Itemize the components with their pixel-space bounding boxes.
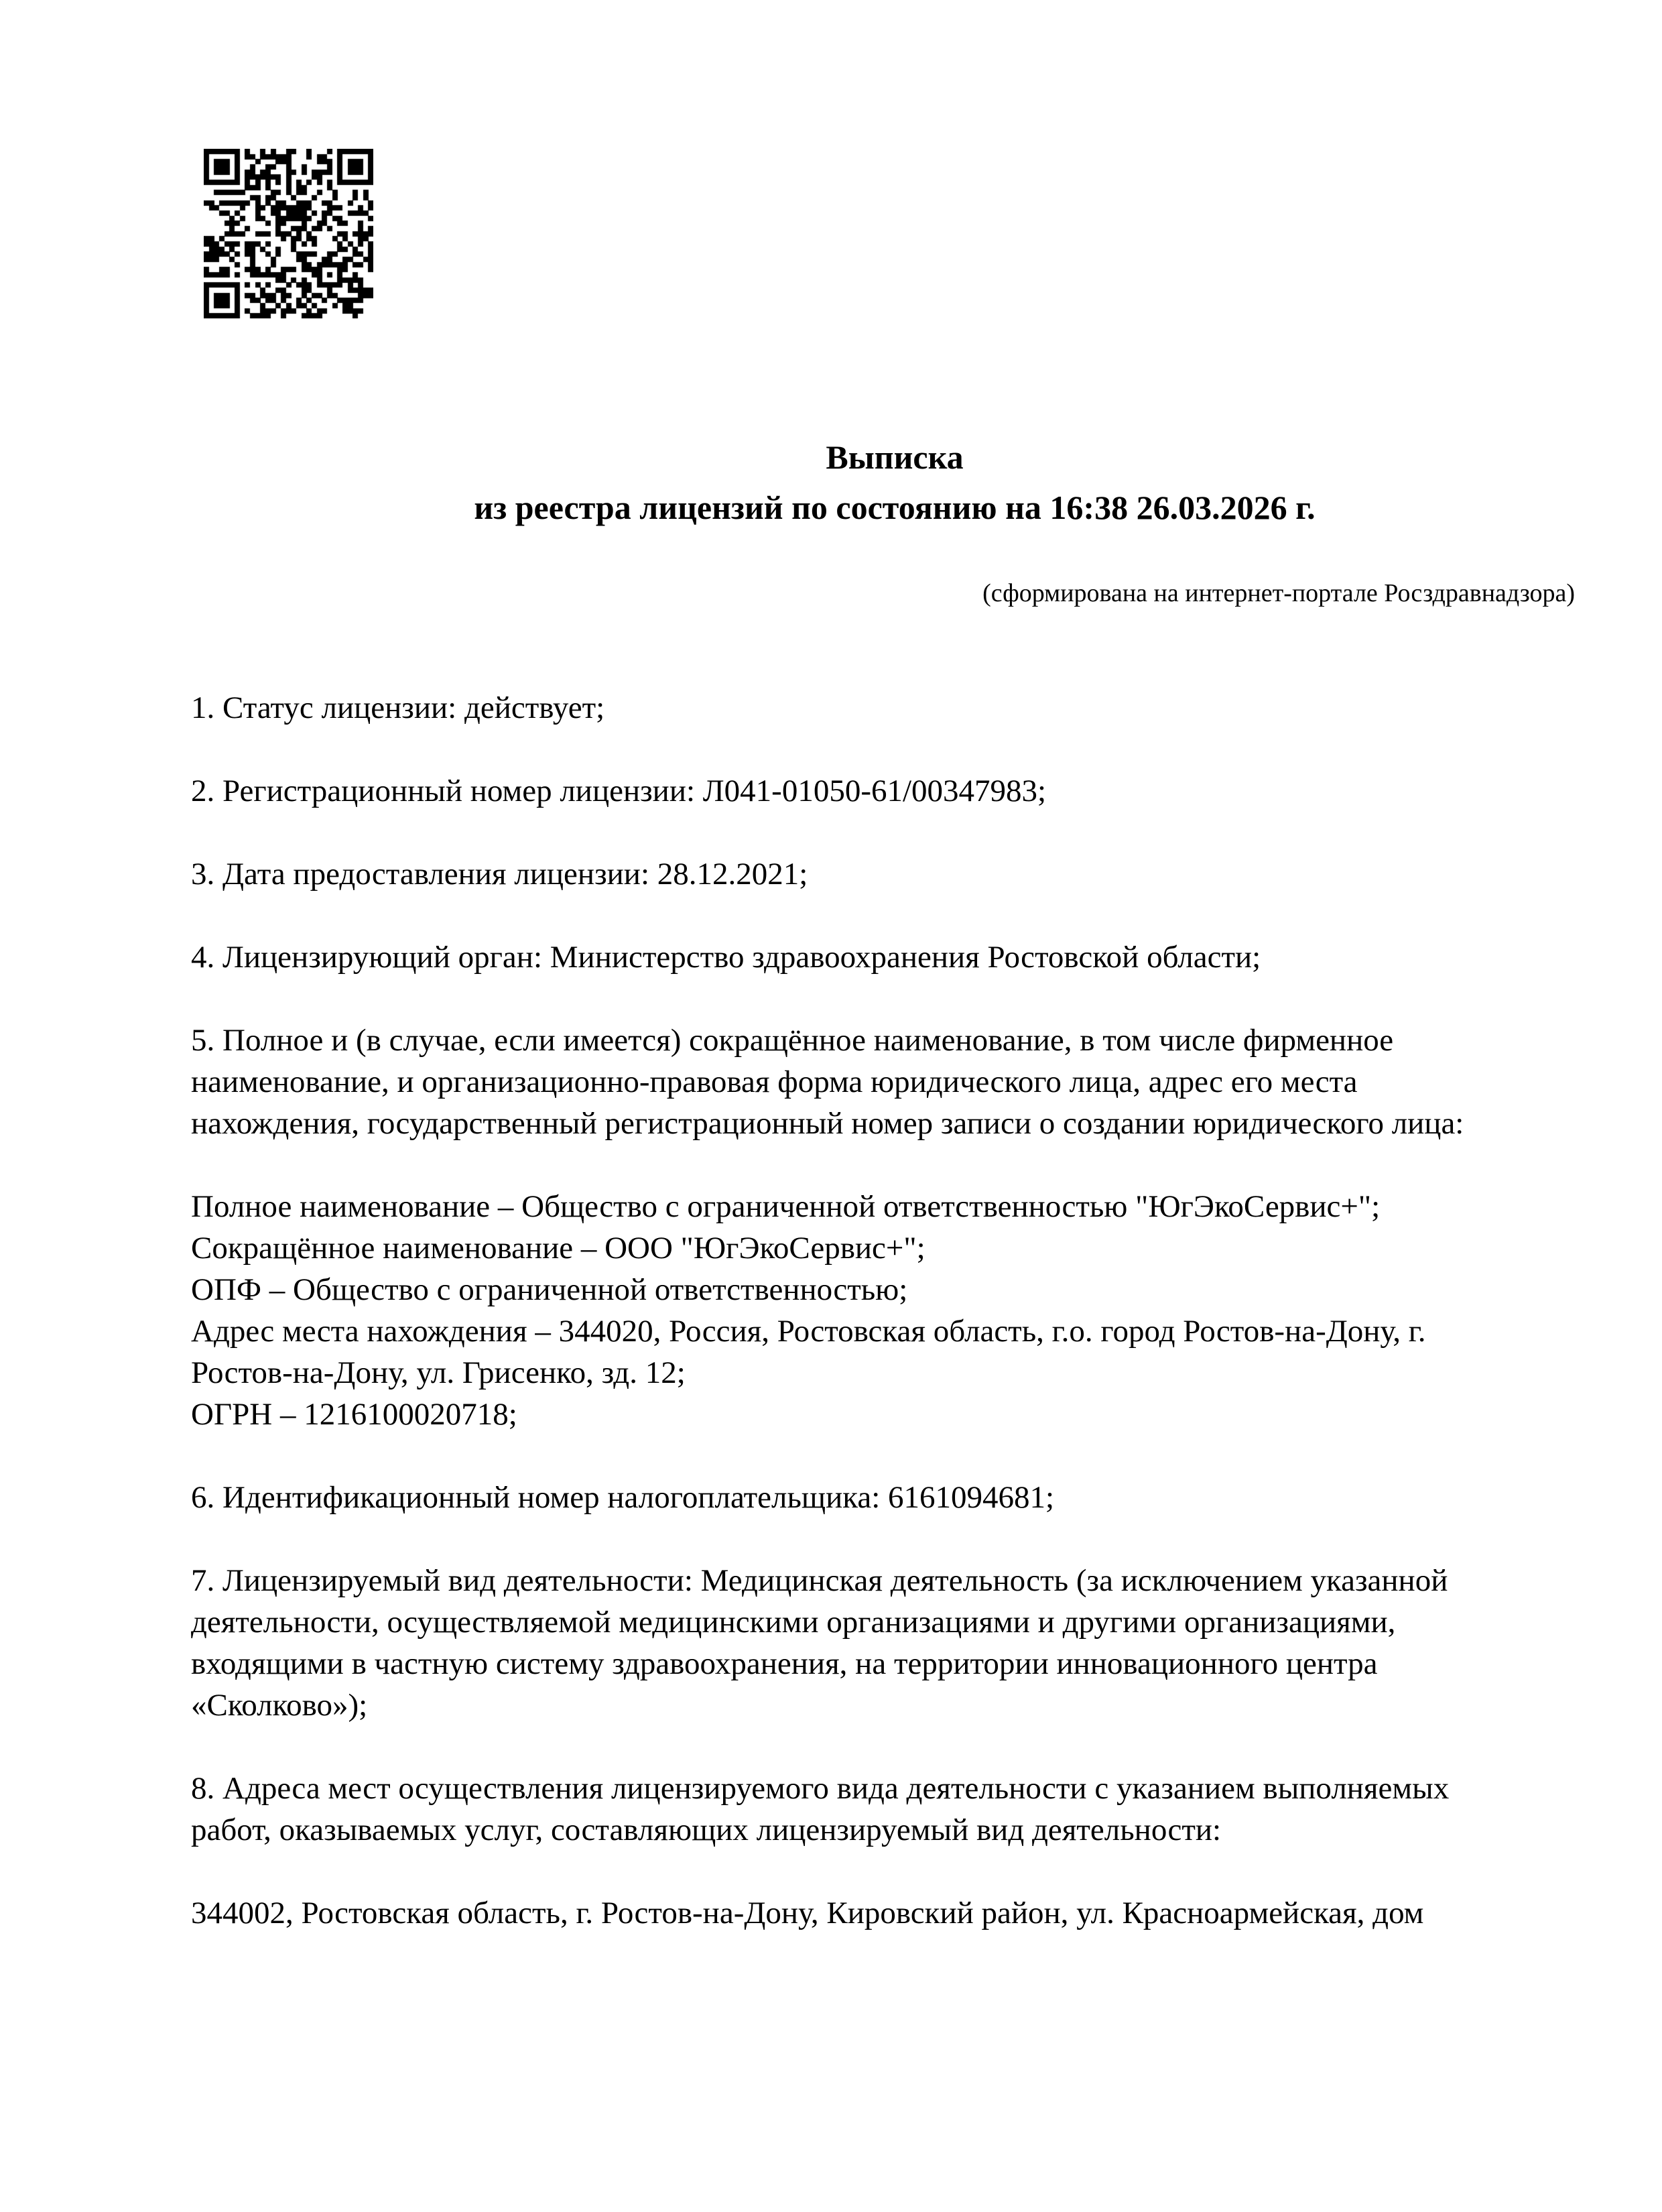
- qr-code-icon: [204, 149, 373, 318]
- text-line: 3. Дата предоставления лицензии: 28.12.2021;: [191, 857, 808, 892]
- text-line: деятельности, осуществляемой медицинскими организациями и другими организациями,: [191, 1605, 1396, 1640]
- text-line: 1. Статус лицензии: действует;: [191, 690, 605, 725]
- paragraph-7: [191, 1477, 1585, 1518]
- text-line: 2. Регистрационный номер лицензии: Л041-01050-61/00347983;: [191, 774, 1047, 808]
- paragraph-6: [191, 1186, 1585, 1435]
- paragraph-10: [191, 1892, 1585, 1934]
- paragraph-3: [191, 853, 1585, 895]
- title-line-2: из реестра лицензий по состоянию на 16:38 26.03.2026 г.: [474, 489, 1316, 526]
- text-line: работ, оказываемых услуг, составляющих лицензируемый вид деятельности:: [191, 1812, 1222, 1847]
- document-subtitle: (сформирована на интернет-портале Росздравнадзора): [982, 579, 1575, 607]
- text-line: Адрес места нахождения – 344020, Россия, Ростовская область, г.о. город Ростов-на-Дону, г.: [191, 1314, 1426, 1349]
- text-line: 6. Идентификационный номер налогоплательщика: 6161094681;: [191, 1480, 1055, 1515]
- text-line: наименование, и организационно-правовая форма юридического лица, адрес его места: [191, 1064, 1358, 1099]
- text-line: «Сколково»);: [191, 1688, 368, 1723]
- text-line: Сокращённое наименование – ООО "ЮгЭкоСервис+";: [191, 1231, 925, 1266]
- document-title: [191, 432, 1598, 533]
- text-line: 344002, Ростовская область, г. Ростов-на-Дону, Кировский район, ул. Красноармейская, дом: [191, 1896, 1424, 1930]
- paragraph-5: [191, 1020, 1585, 1144]
- document-body: [191, 687, 1585, 1975]
- text-line: входящими в частную систему здравоохранения, на территории инновационного центра: [191, 1646, 1378, 1681]
- text-line: Ростов-на-Дону, ул. Грисенко, зд. 12;: [191, 1355, 686, 1390]
- text-line: 4. Лицензирующий орган: Министерство здравоохранения Ростовской области;: [191, 940, 1261, 975]
- text-line: ОПФ – Общество с ограниченной ответственностью;: [191, 1272, 908, 1307]
- text-line: 7. Лицензируемый вид деятельности: Медицинская деятельность (за исключением указанной: [191, 1563, 1448, 1598]
- paragraph-4: [191, 936, 1585, 978]
- paragraph-2: [191, 770, 1585, 812]
- text-line: ОГРН – 1216100020718;: [191, 1397, 517, 1432]
- text-line: Полное наименование – Общество с ограниченной ответственностью "ЮгЭкоСервис+";: [191, 1189, 1381, 1224]
- paragraph-9: [191, 1768, 1585, 1851]
- text-line: 5. Полное и (в случае, если имеется) сокращённое наименование, в том числе фирменное: [191, 1023, 1394, 1058]
- paragraph-8: [191, 1560, 1585, 1726]
- text-line: 8. Адреса мест осуществления лицензируемого вида деятельности с указанием выполняемых: [191, 1771, 1450, 1806]
- paragraph-1: [191, 687, 1585, 729]
- title-line-1: Выписка: [826, 438, 964, 476]
- text-line: нахождения, государственный регистрационный номер записи о создании юридического лица:: [191, 1106, 1464, 1141]
